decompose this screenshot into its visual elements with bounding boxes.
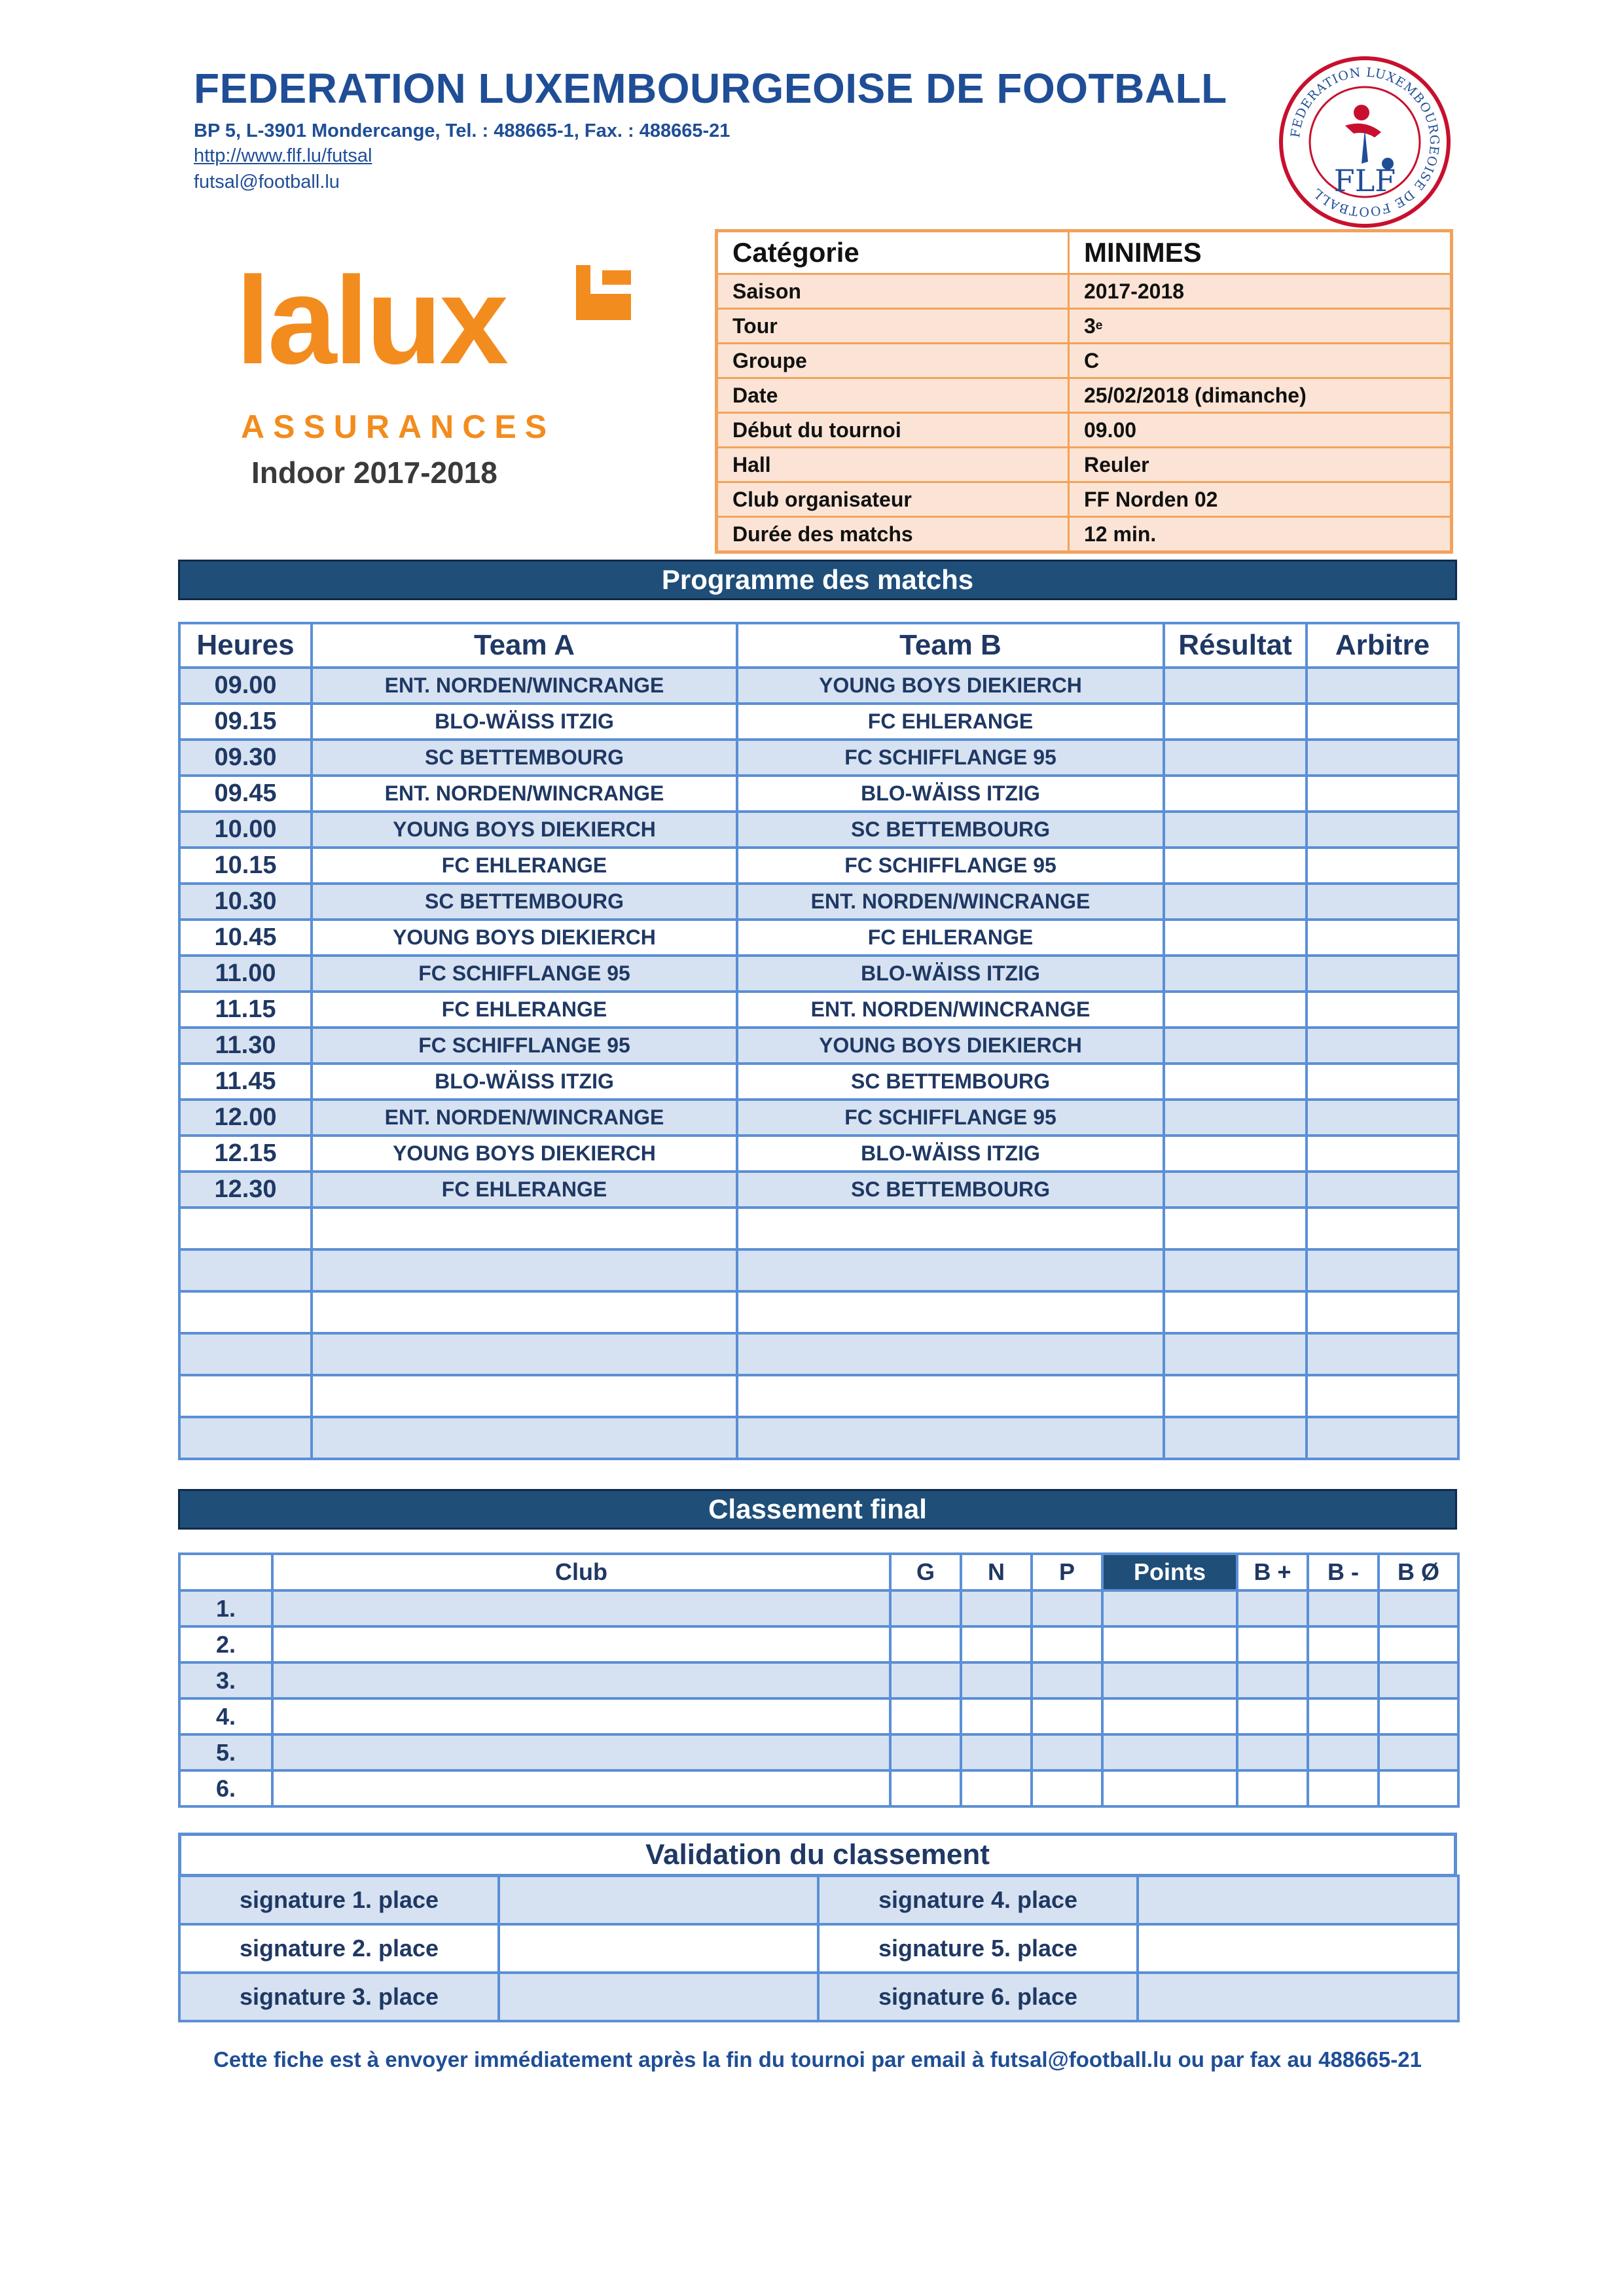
goal-diff-cell[interactable]: [1379, 1734, 1458, 1770]
rank-label: 3.: [179, 1662, 272, 1698]
goals-against-cell[interactable]: [1308, 1590, 1379, 1626]
info-label: Groupe: [718, 344, 1070, 377]
col-goal-diff: B Ø: [1379, 1554, 1458, 1590]
points-cell[interactable]: [1102, 1590, 1237, 1626]
empty-cell[interactable]: [737, 1249, 1164, 1291]
match-team-b: YOUNG BOYS DIEKIERCH: [737, 668, 1164, 704]
match-team-a: BLO-WÄISS ITZIG: [312, 1064, 737, 1100]
match-referee[interactable]: [1307, 848, 1458, 884]
match-result[interactable]: [1164, 812, 1307, 848]
match-team-a: BLO-WÄISS ITZIG: [312, 704, 737, 740]
empty-cell[interactable]: [1307, 1333, 1458, 1375]
match-team-b: ENT. NORDEN/WINCRANGE: [737, 884, 1164, 920]
rank-label: 2.: [179, 1626, 272, 1662]
info-row-category: [718, 232, 1450, 273]
match-time: 10.45: [179, 920, 312, 956]
match-time: 10.00: [179, 812, 312, 848]
info-label: Club organisateur: [718, 483, 1070, 516]
col-team-b: Team B: [737, 623, 1164, 668]
empty-match-row: [179, 1333, 1458, 1375]
empty-cell[interactable]: [179, 1208, 312, 1249]
match-time: 09.00: [179, 668, 312, 704]
classement-section-title: Classement final: [178, 1489, 1457, 1530]
match-referee[interactable]: [1307, 776, 1458, 812]
match-team-a: SC BETTEMBOURG: [312, 740, 737, 776]
signature-row: [179, 1876, 1458, 1924]
standings-table: [178, 1552, 1460, 1808]
draw-cell[interactable]: [961, 1590, 1032, 1626]
match-team-a: YOUNG BOYS DIEKIERCH: [312, 812, 737, 848]
tour-suffix: e: [1095, 319, 1103, 332]
standings-row: [179, 1770, 1458, 1806]
match-result[interactable]: [1164, 884, 1307, 920]
points-cell[interactable]: [1102, 1662, 1237, 1698]
match-team-a: FC SCHIFFLANGE 95: [312, 1028, 737, 1064]
match-team-a: SC BETTEMBOURG: [312, 884, 737, 920]
signature-field[interactable]: [499, 1924, 818, 1973]
empty-cell[interactable]: [312, 1333, 737, 1375]
match-result[interactable]: [1164, 704, 1307, 740]
match-team-a: ENT. NORDEN/WINCRANGE: [312, 668, 737, 704]
match-time: 12.15: [179, 1136, 312, 1172]
signature-field[interactable]: [499, 1876, 818, 1924]
match-row: [179, 812, 1458, 848]
match-time: 11.15: [179, 992, 312, 1028]
empty-cell[interactable]: [737, 1333, 1164, 1375]
match-time: 11.45: [179, 1064, 312, 1100]
empty-cell[interactable]: [312, 1291, 737, 1333]
rank-label: 5.: [179, 1734, 272, 1770]
logo-initials: FLF: [1333, 163, 1396, 198]
footer-note: Cette fiche est à envoyer immédiatement après la fin du tournoi par email à futsal@football.lu ou par fax au 488665-21: [213, 2047, 1422, 2072]
match-row: [179, 956, 1458, 992]
empty-cell[interactable]: [312, 1208, 737, 1249]
standings-row: [179, 1590, 1458, 1626]
signature-label: signature 5. place: [818, 1924, 1138, 1973]
empty-cell[interactable]: [737, 1375, 1164, 1417]
match-time: 10.30: [179, 884, 312, 920]
match-result[interactable]: [1164, 1136, 1307, 1172]
match-team-b: BLO-WÄISS ITZIG: [737, 776, 1164, 812]
goals-for-cell[interactable]: [1237, 1770, 1308, 1806]
points-cell[interactable]: [1102, 1626, 1237, 1662]
info-label: Date: [718, 379, 1070, 412]
match-referee[interactable]: [1307, 992, 1458, 1028]
col-club: Club: [272, 1554, 890, 1590]
draw-cell[interactable]: [961, 1698, 1032, 1734]
info-value: MINIMES: [1084, 237, 1202, 268]
match-row: [179, 992, 1458, 1028]
match-team-b: FC SCHIFFLANGE 95: [737, 848, 1164, 884]
info-label: Hall: [718, 448, 1070, 481]
standings-row: [179, 1734, 1458, 1770]
won-cell[interactable]: [890, 1698, 961, 1734]
draw-cell[interactable]: [961, 1662, 1032, 1698]
empty-cell[interactable]: [737, 1208, 1164, 1249]
signature-label: signature 6. place: [818, 1973, 1138, 2021]
info-value: 25/02/2018 (dimanche): [1084, 383, 1307, 407]
goal-diff-cell[interactable]: [1379, 1590, 1458, 1626]
match-time: 12.00: [179, 1100, 312, 1136]
info-value: C: [1084, 348, 1100, 372]
empty-cell[interactable]: [312, 1375, 737, 1417]
signature-row: [179, 1973, 1458, 2021]
match-referee[interactable]: [1307, 1172, 1458, 1208]
match-team-b: FC SCHIFFLANGE 95: [737, 740, 1164, 776]
col-resultat: Résultat: [1164, 623, 1307, 668]
signature-label: signature 3. place: [179, 1973, 499, 2021]
match-result[interactable]: [1164, 776, 1307, 812]
match-referee[interactable]: [1307, 1064, 1458, 1100]
match-team-a: ENT. NORDEN/WINCRANGE: [312, 776, 737, 812]
match-time: 11.00: [179, 956, 312, 992]
match-referee[interactable]: [1307, 1136, 1458, 1172]
match-referee[interactable]: [1307, 740, 1458, 776]
lost-cell[interactable]: [1032, 1770, 1102, 1806]
validation-table: [178, 1874, 1460, 2022]
won-cell[interactable]: [890, 1662, 961, 1698]
goals-against-cell[interactable]: [1308, 1662, 1379, 1698]
match-team-b: YOUNG BOYS DIEKIERCH: [737, 1028, 1164, 1064]
empty-cell[interactable]: [1307, 1375, 1458, 1417]
won-cell[interactable]: [890, 1590, 961, 1626]
col-goals-for: B +: [1237, 1554, 1308, 1590]
match-team-a: ENT. NORDEN/WINCRANGE: [312, 1100, 737, 1136]
match-time: 11.30: [179, 1028, 312, 1064]
goals-for-cell[interactable]: [1237, 1590, 1308, 1626]
match-referee[interactable]: [1307, 812, 1458, 848]
info-label: Tour: [718, 310, 1070, 342]
signature-field[interactable]: [499, 1973, 818, 2021]
logo-ring-text: FEDERATION LUXEMBOURGEOISE DE FOOTBALL: [1288, 65, 1442, 219]
col-rank: [179, 1554, 272, 1590]
empty-cell[interactable]: [179, 1375, 312, 1417]
signature-field[interactable]: [1138, 1973, 1458, 2021]
draw-cell[interactable]: [961, 1626, 1032, 1662]
info-label: Saison: [718, 275, 1070, 308]
col-points: Points: [1102, 1554, 1237, 1590]
match-result[interactable]: [1164, 1100, 1307, 1136]
match-referee[interactable]: [1307, 920, 1458, 956]
info-label: Durée des matchs: [718, 518, 1070, 550]
federation-title: FEDERATION LUXEMBOURGEOISE DE FOOTBALL: [194, 65, 1227, 112]
goals-for-cell[interactable]: [1237, 1626, 1308, 1662]
rank-label: 1.: [179, 1590, 272, 1626]
info-value: 12 min.: [1084, 522, 1157, 546]
info-row: [718, 412, 1450, 446]
empty-cell[interactable]: [312, 1417, 737, 1459]
lost-cell[interactable]: [1032, 1734, 1102, 1770]
standings-row: [179, 1698, 1458, 1734]
goal-diff-cell[interactable]: [1379, 1770, 1458, 1806]
match-result[interactable]: [1164, 1028, 1307, 1064]
lost-cell[interactable]: [1032, 1626, 1102, 1662]
signature-field[interactable]: [1138, 1924, 1458, 1973]
standings-row: [179, 1662, 1458, 1698]
goals-against-cell[interactable]: [1308, 1698, 1379, 1734]
flf-logo-icon: [1276, 54, 1453, 230]
empty-cell[interactable]: [1164, 1333, 1307, 1375]
match-team-a: FC EHLERANGE: [312, 848, 737, 884]
match-team-a: YOUNG BOYS DIEKIERCH: [312, 1136, 737, 1172]
won-cell[interactable]: [890, 1734, 961, 1770]
signature-label: signature 1. place: [179, 1876, 499, 1924]
match-referee[interactable]: [1307, 956, 1458, 992]
col-won: G: [890, 1554, 961, 1590]
match-row: [179, 1100, 1458, 1136]
empty-match-row: [179, 1417, 1458, 1459]
goal-diff-cell[interactable]: [1379, 1662, 1458, 1698]
signature-row: [179, 1924, 1458, 1973]
match-row: [179, 668, 1458, 704]
signature-label: signature 4. place: [818, 1876, 1138, 1924]
match-team-b: BLO-WÄISS ITZIG: [737, 956, 1164, 992]
signature-label: signature 2. place: [179, 1924, 499, 1973]
info-row: [718, 481, 1450, 516]
goals-for-cell[interactable]: [1237, 1698, 1308, 1734]
match-team-a: FC EHLERANGE: [312, 992, 737, 1028]
lost-cell[interactable]: [1032, 1698, 1102, 1734]
club-cell[interactable]: [272, 1662, 890, 1698]
match-team-a: FC EHLERANGE: [312, 1172, 737, 1208]
won-cell[interactable]: [890, 1770, 961, 1806]
match-result[interactable]: [1164, 1172, 1307, 1208]
points-cell[interactable]: [1102, 1698, 1237, 1734]
empty-cell[interactable]: [1307, 1249, 1458, 1291]
info-row: [718, 342, 1450, 377]
sponsor-name: lalux: [236, 251, 506, 390]
sponsor-edition: Indoor 2017-2018: [251, 456, 497, 490]
match-team-a: FC SCHIFFLANGE 95: [312, 956, 737, 992]
lost-cell[interactable]: [1032, 1662, 1102, 1698]
match-schedule-table: [178, 622, 1460, 1460]
match-team-a: YOUNG BOYS DIEKIERCH: [312, 920, 737, 956]
empty-cell[interactable]: [1164, 1291, 1307, 1333]
schedule-header-row: [179, 623, 1458, 668]
draw-cell[interactable]: [961, 1770, 1032, 1806]
empty-cell[interactable]: [1164, 1208, 1307, 1249]
tour-number: 3: [1084, 314, 1096, 338]
goals-for-cell[interactable]: [1237, 1662, 1308, 1698]
match-result[interactable]: [1164, 956, 1307, 992]
empty-match-row: [179, 1291, 1458, 1333]
standings-header-row: [179, 1554, 1458, 1590]
points-cell[interactable]: [1102, 1770, 1237, 1806]
col-goals-against: B -: [1308, 1554, 1379, 1590]
match-team-b: BLO-WÄISS ITZIG: [737, 1136, 1164, 1172]
match-time: 12.30: [179, 1172, 312, 1208]
info-row: [718, 377, 1450, 412]
empty-cell[interactable]: [179, 1417, 312, 1459]
info-value: Reuler: [1084, 452, 1149, 476]
match-referee[interactable]: [1307, 884, 1458, 920]
match-row: [179, 884, 1458, 920]
match-team-b: SC BETTEMBOURG: [737, 1064, 1164, 1100]
empty-cell[interactable]: [312, 1249, 737, 1291]
empty-cell[interactable]: [1164, 1249, 1307, 1291]
match-result[interactable]: [1164, 848, 1307, 884]
info-row: [718, 308, 1450, 342]
empty-cell[interactable]: [1307, 1208, 1458, 1249]
match-row: [179, 704, 1458, 740]
empty-cell[interactable]: [737, 1291, 1164, 1333]
col-heures: Heures: [179, 623, 312, 668]
empty-match-row: [179, 1375, 1458, 1417]
match-result[interactable]: [1164, 668, 1307, 704]
empty-match-row: [179, 1208, 1458, 1249]
info-row: [718, 516, 1450, 550]
goals-for-cell[interactable]: [1237, 1734, 1308, 1770]
tournament-info-table: [715, 229, 1453, 554]
empty-cell[interactable]: [1307, 1417, 1458, 1459]
goal-diff-cell[interactable]: [1379, 1626, 1458, 1662]
club-cell[interactable]: [272, 1770, 890, 1806]
validation-title: Validation du classement: [178, 1833, 1457, 1877]
empty-match-row: [179, 1249, 1458, 1291]
empty-cell[interactable]: [737, 1417, 1164, 1459]
rank-label: 6.: [179, 1770, 272, 1806]
goals-against-cell[interactable]: [1308, 1626, 1379, 1662]
lost-cell[interactable]: [1032, 1590, 1102, 1626]
info-value: [1070, 310, 1450, 342]
match-team-b: FC EHLERANGE: [737, 920, 1164, 956]
col-team-a: Team A: [312, 623, 737, 668]
points-cell[interactable]: [1102, 1734, 1237, 1770]
match-referee[interactable]: [1307, 668, 1458, 704]
federation-address: BP 5, L-3901 Mondercange, Tel. : 488665-1, Fax. : 488665-21: [194, 120, 731, 141]
sponsor-subtitle: ASSURANCES: [241, 408, 556, 445]
standings-row: [179, 1626, 1458, 1662]
club-cell[interactable]: [272, 1590, 890, 1626]
goal-diff-cell[interactable]: [1379, 1698, 1458, 1734]
match-time: 09.30: [179, 740, 312, 776]
match-row: [179, 848, 1458, 884]
match-time: 09.15: [179, 704, 312, 740]
match-row: [179, 920, 1458, 956]
match-row: [179, 740, 1458, 776]
sponsor-logo: [236, 251, 628, 501]
goals-against-cell[interactable]: [1308, 1734, 1379, 1770]
empty-cell[interactable]: [1164, 1417, 1307, 1459]
rank-label: 4.: [179, 1698, 272, 1734]
match-referee[interactable]: [1307, 1100, 1458, 1136]
match-time: 10.15: [179, 848, 312, 884]
info-label: Début du tournoi: [718, 414, 1070, 446]
info-row: [718, 446, 1450, 481]
info-value: FF Norden 02: [1084, 487, 1218, 511]
club-cell[interactable]: [272, 1734, 890, 1770]
match-team-b: SC BETTEMBOURG: [737, 812, 1164, 848]
match-team-b: FC EHLERANGE: [737, 704, 1164, 740]
empty-cell[interactable]: [179, 1291, 312, 1333]
match-team-b: SC BETTEMBOURG: [737, 1172, 1164, 1208]
match-row: [179, 1028, 1458, 1064]
match-team-b: ENT. NORDEN/WINCRANGE: [737, 992, 1164, 1028]
empty-cell[interactable]: [179, 1333, 312, 1375]
col-arbitre: Arbitre: [1307, 623, 1458, 668]
empty-cell[interactable]: [1164, 1375, 1307, 1417]
match-referee[interactable]: [1307, 704, 1458, 740]
match-row: [179, 1172, 1458, 1208]
match-row: [179, 1136, 1458, 1172]
empty-cell[interactable]: [1307, 1291, 1458, 1333]
match-result[interactable]: [1164, 992, 1307, 1028]
match-row: [179, 1064, 1458, 1100]
info-value: 2017-2018: [1084, 279, 1185, 303]
match-referee[interactable]: [1307, 1028, 1458, 1064]
match-result[interactable]: [1164, 1064, 1307, 1100]
info-label: Catégorie: [718, 232, 1070, 273]
programme-section-title: Programme des matchs: [178, 560, 1457, 600]
club-cell[interactable]: [272, 1626, 890, 1662]
match-team-b: FC SCHIFFLANGE 95: [737, 1100, 1164, 1136]
club-cell[interactable]: [272, 1698, 890, 1734]
match-result[interactable]: [1164, 740, 1307, 776]
empty-cell[interactable]: [179, 1249, 312, 1291]
draw-cell[interactable]: [961, 1734, 1032, 1770]
col-lost: P: [1032, 1554, 1102, 1590]
col-draw: N: [961, 1554, 1032, 1590]
website-link[interactable]: http://www.flf.lu/futsal: [194, 145, 372, 166]
match-row: [179, 776, 1458, 812]
contact-email: futsal@football.lu: [194, 171, 340, 192]
info-value: 09.00: [1084, 418, 1137, 442]
match-time: 09.45: [179, 776, 312, 812]
info-row: [718, 273, 1450, 308]
match-result[interactable]: [1164, 920, 1307, 956]
won-cell[interactable]: [890, 1626, 961, 1662]
sponsor-mark-icon: [576, 265, 631, 320]
signature-field[interactable]: [1138, 1876, 1458, 1924]
goals-against-cell[interactable]: [1308, 1770, 1379, 1806]
